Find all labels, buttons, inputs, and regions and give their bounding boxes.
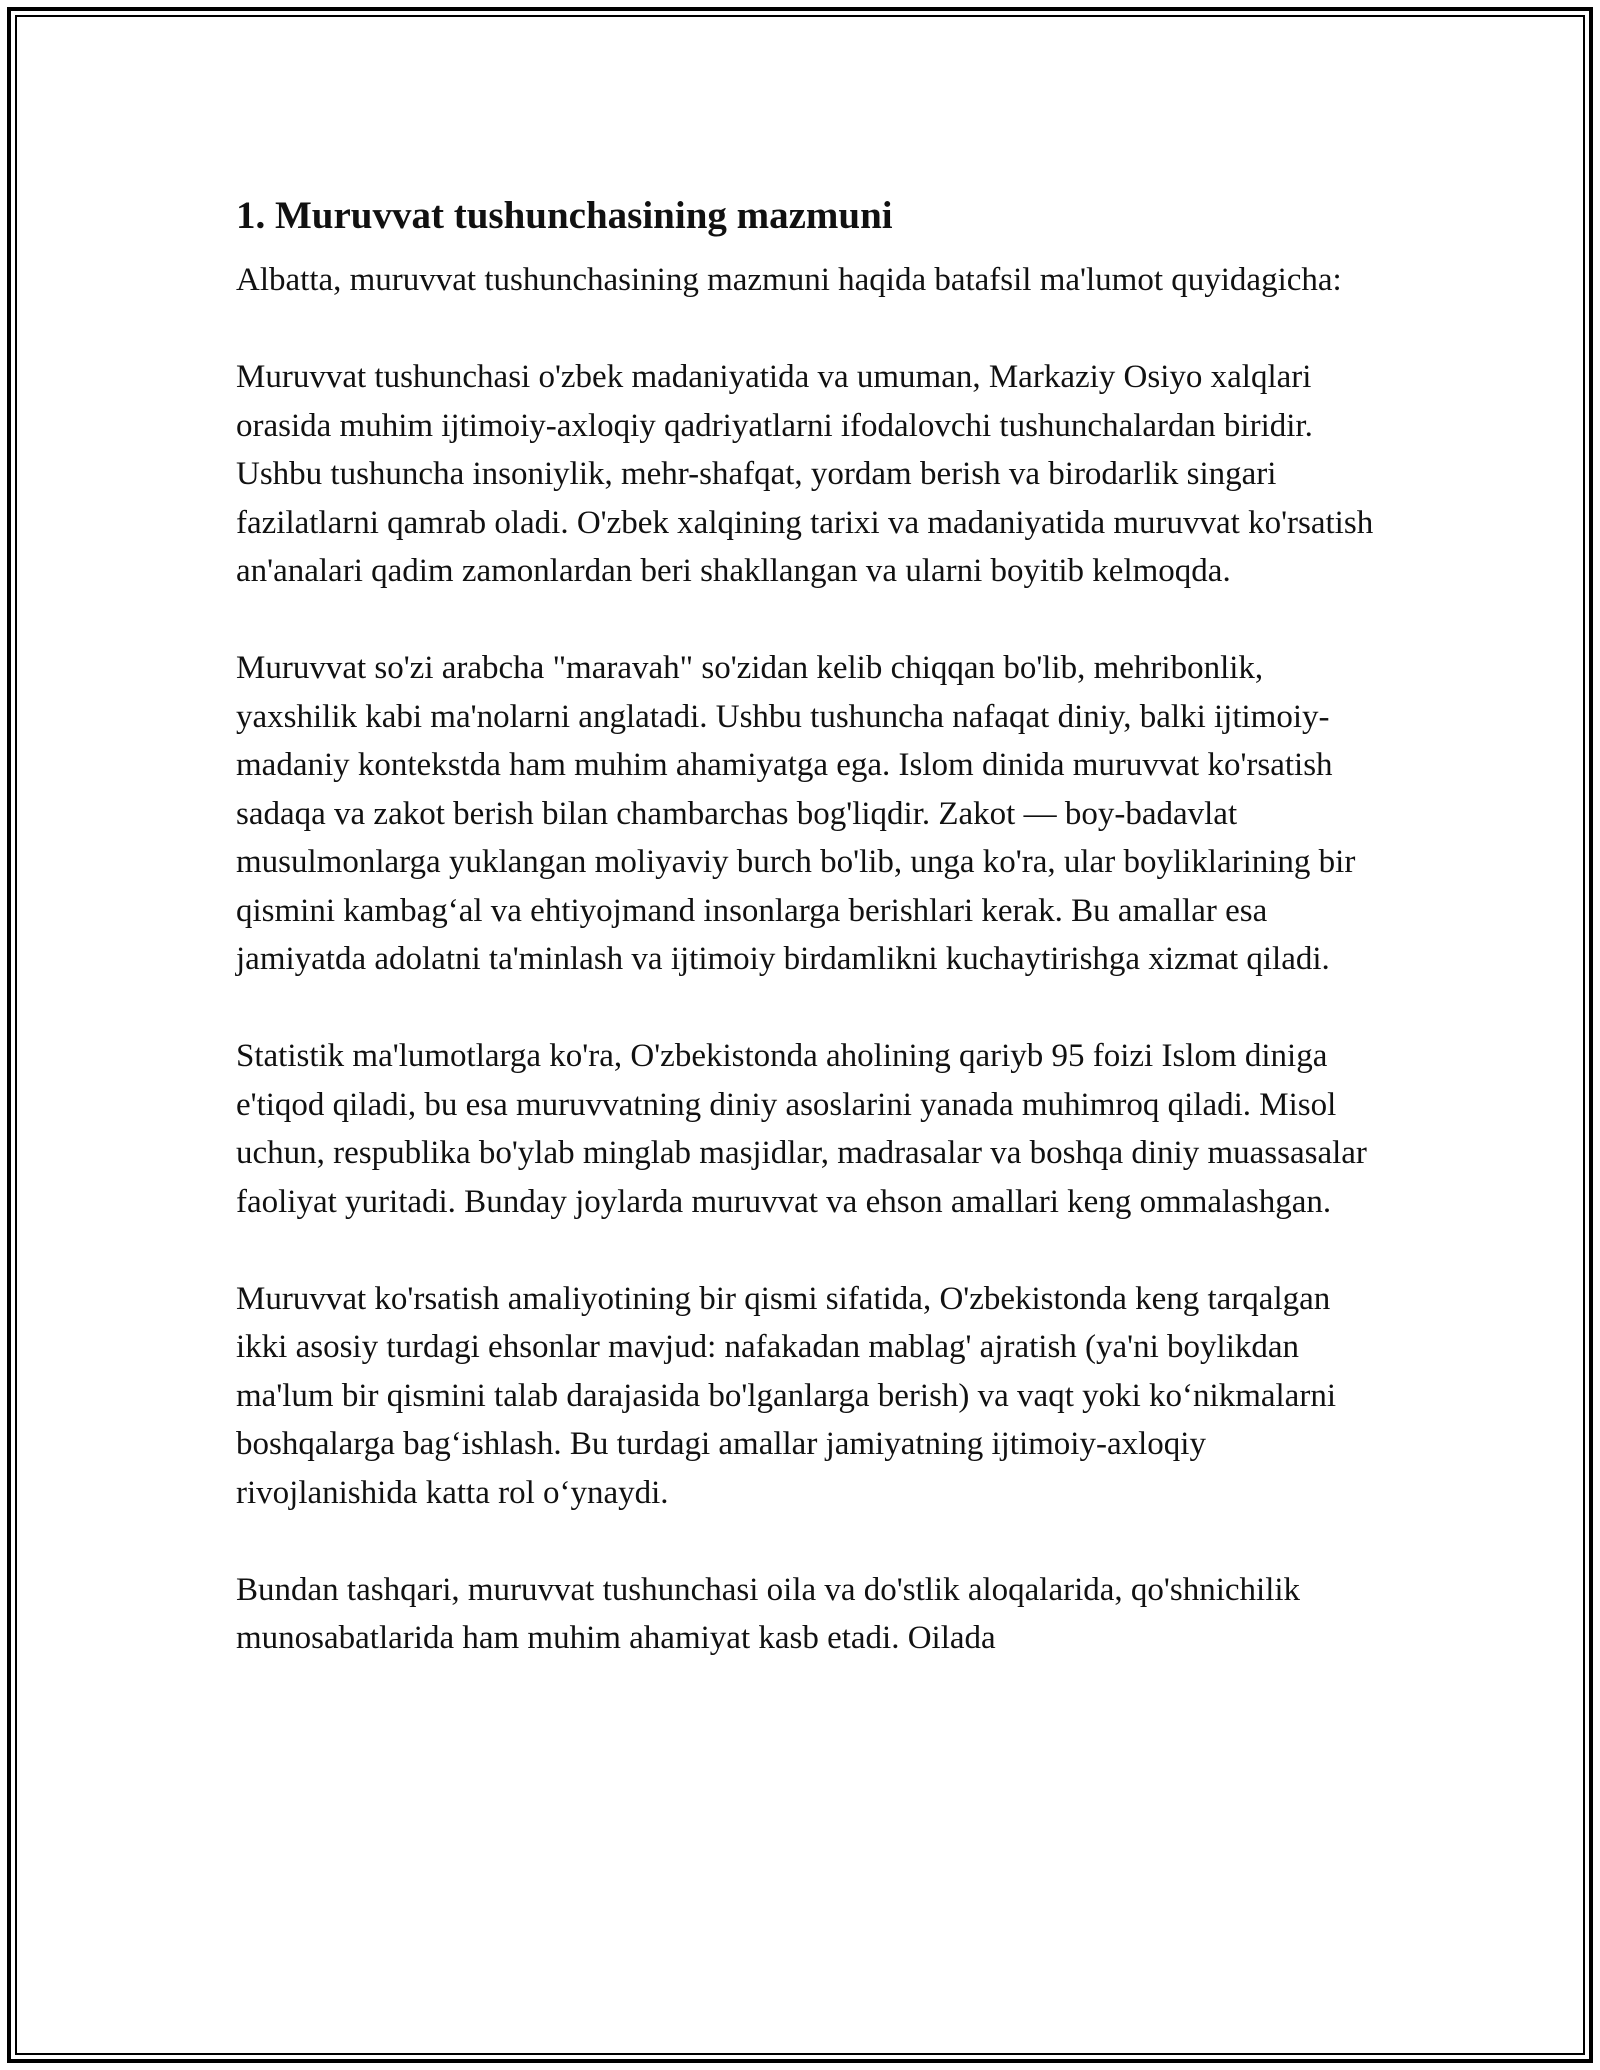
section-heading: 1. Muruvvat tushunchasining mazmuni	[236, 194, 893, 237]
paragraph-intro: Albatta, muruvvat tushunchasining mazmuni haqida batafsil ma'lumot quyidagicha:	[236, 262, 1342, 298]
paragraph-definition: Muruvvat tushunchasi o'zbek madaniyatida va umuman, Markaziy Osiyo xalqlari orasida muhim ijtimoiy-axloqiy qadriyatlarni ifodalovchi tushunchalardan biridir. Ushbu tushuncha insoniylik, mehr-shafqat, yordam berish va birodarlik singari fazilatlarni qamrab oladi. O'zbek xalqining tarixi va madaniyatida muruvvat ko'rsatish an'analari qadim zamonlardan beri shakllangan va ularni boyitib kelmoqda.	[236, 359, 1374, 589]
document-body	[236, 184, 1376, 1711]
paragraph-charity-types: Muruvvat ko'rsatish amaliyotining bir qismi sifatida, O'zbekistonda keng tarqalgan ikki asosiy turdagi ehsonlar mavjud: nafakadan mablag' ajratish (ya'ni boylikdan ma'lum bir qismini talab darajasida bo'lganlarga berish) va vaqt yoki ko‘nikmalarni boshqalarga bag‘ishlash. Bu turdagi amallar jamiyatning ijtimoiy-axloqiy rivojlanishida katta rol o‘ynaydi.	[236, 1280, 1336, 1511]
paragraph-statistics: Statistik ma'lumotlarga ko'ra, O'zbekistonda aholining qariyb 95 foizi Islom diniga e'tiqod qiladi, bu esa muruvvatning diniy asoslarini yanada muhimroq qiladi. Misol uchun, respublika bo'ylab minglab masjidlar, madrasalar va boshqa diniy muassasalar faoliyat yuritadi. Bunday joylarda muruvvat va ehson amallari keng ommalashgan.	[236, 1038, 1367, 1220]
paragraph-etymology: Muruvvat so'zi arabcha "maravah" so'zidan kelib chiqqan bo'lib, mehribonlik, yaxshilik kabi ma'nolarni anglatadi. Ushbu tushuncha nafaqat diniy, balki ijtimoiy-madaniy kontekstda ham muhim ahamiyatga ega. Islom dinida muruvvat ko'rsatish sadaqa va zakot berish bilan chambarchas bog'liqdir. Zakot — boy-badavlat musulmonlarga yuklangan moliyaviy burch bo'lib, unga ko'ra, ular boyliklarining bir qismini kambag‘al va ehtiyojmand insonlarga berishlari kerak. Bu amallar esa jamiyatda adolatni ta'minlash va ijtimoiy birdamlikni kuchaytirishga xizmat qiladi.	[236, 650, 1356, 977]
paragraph-family: Bundan tashqari, muruvvat tushunchasi oila va do'stlik aloqalarida, qo'shnichilik munosabatlarida ham muhim ahamiyat kasb etadi. Oilada	[236, 1571, 1301, 1656]
